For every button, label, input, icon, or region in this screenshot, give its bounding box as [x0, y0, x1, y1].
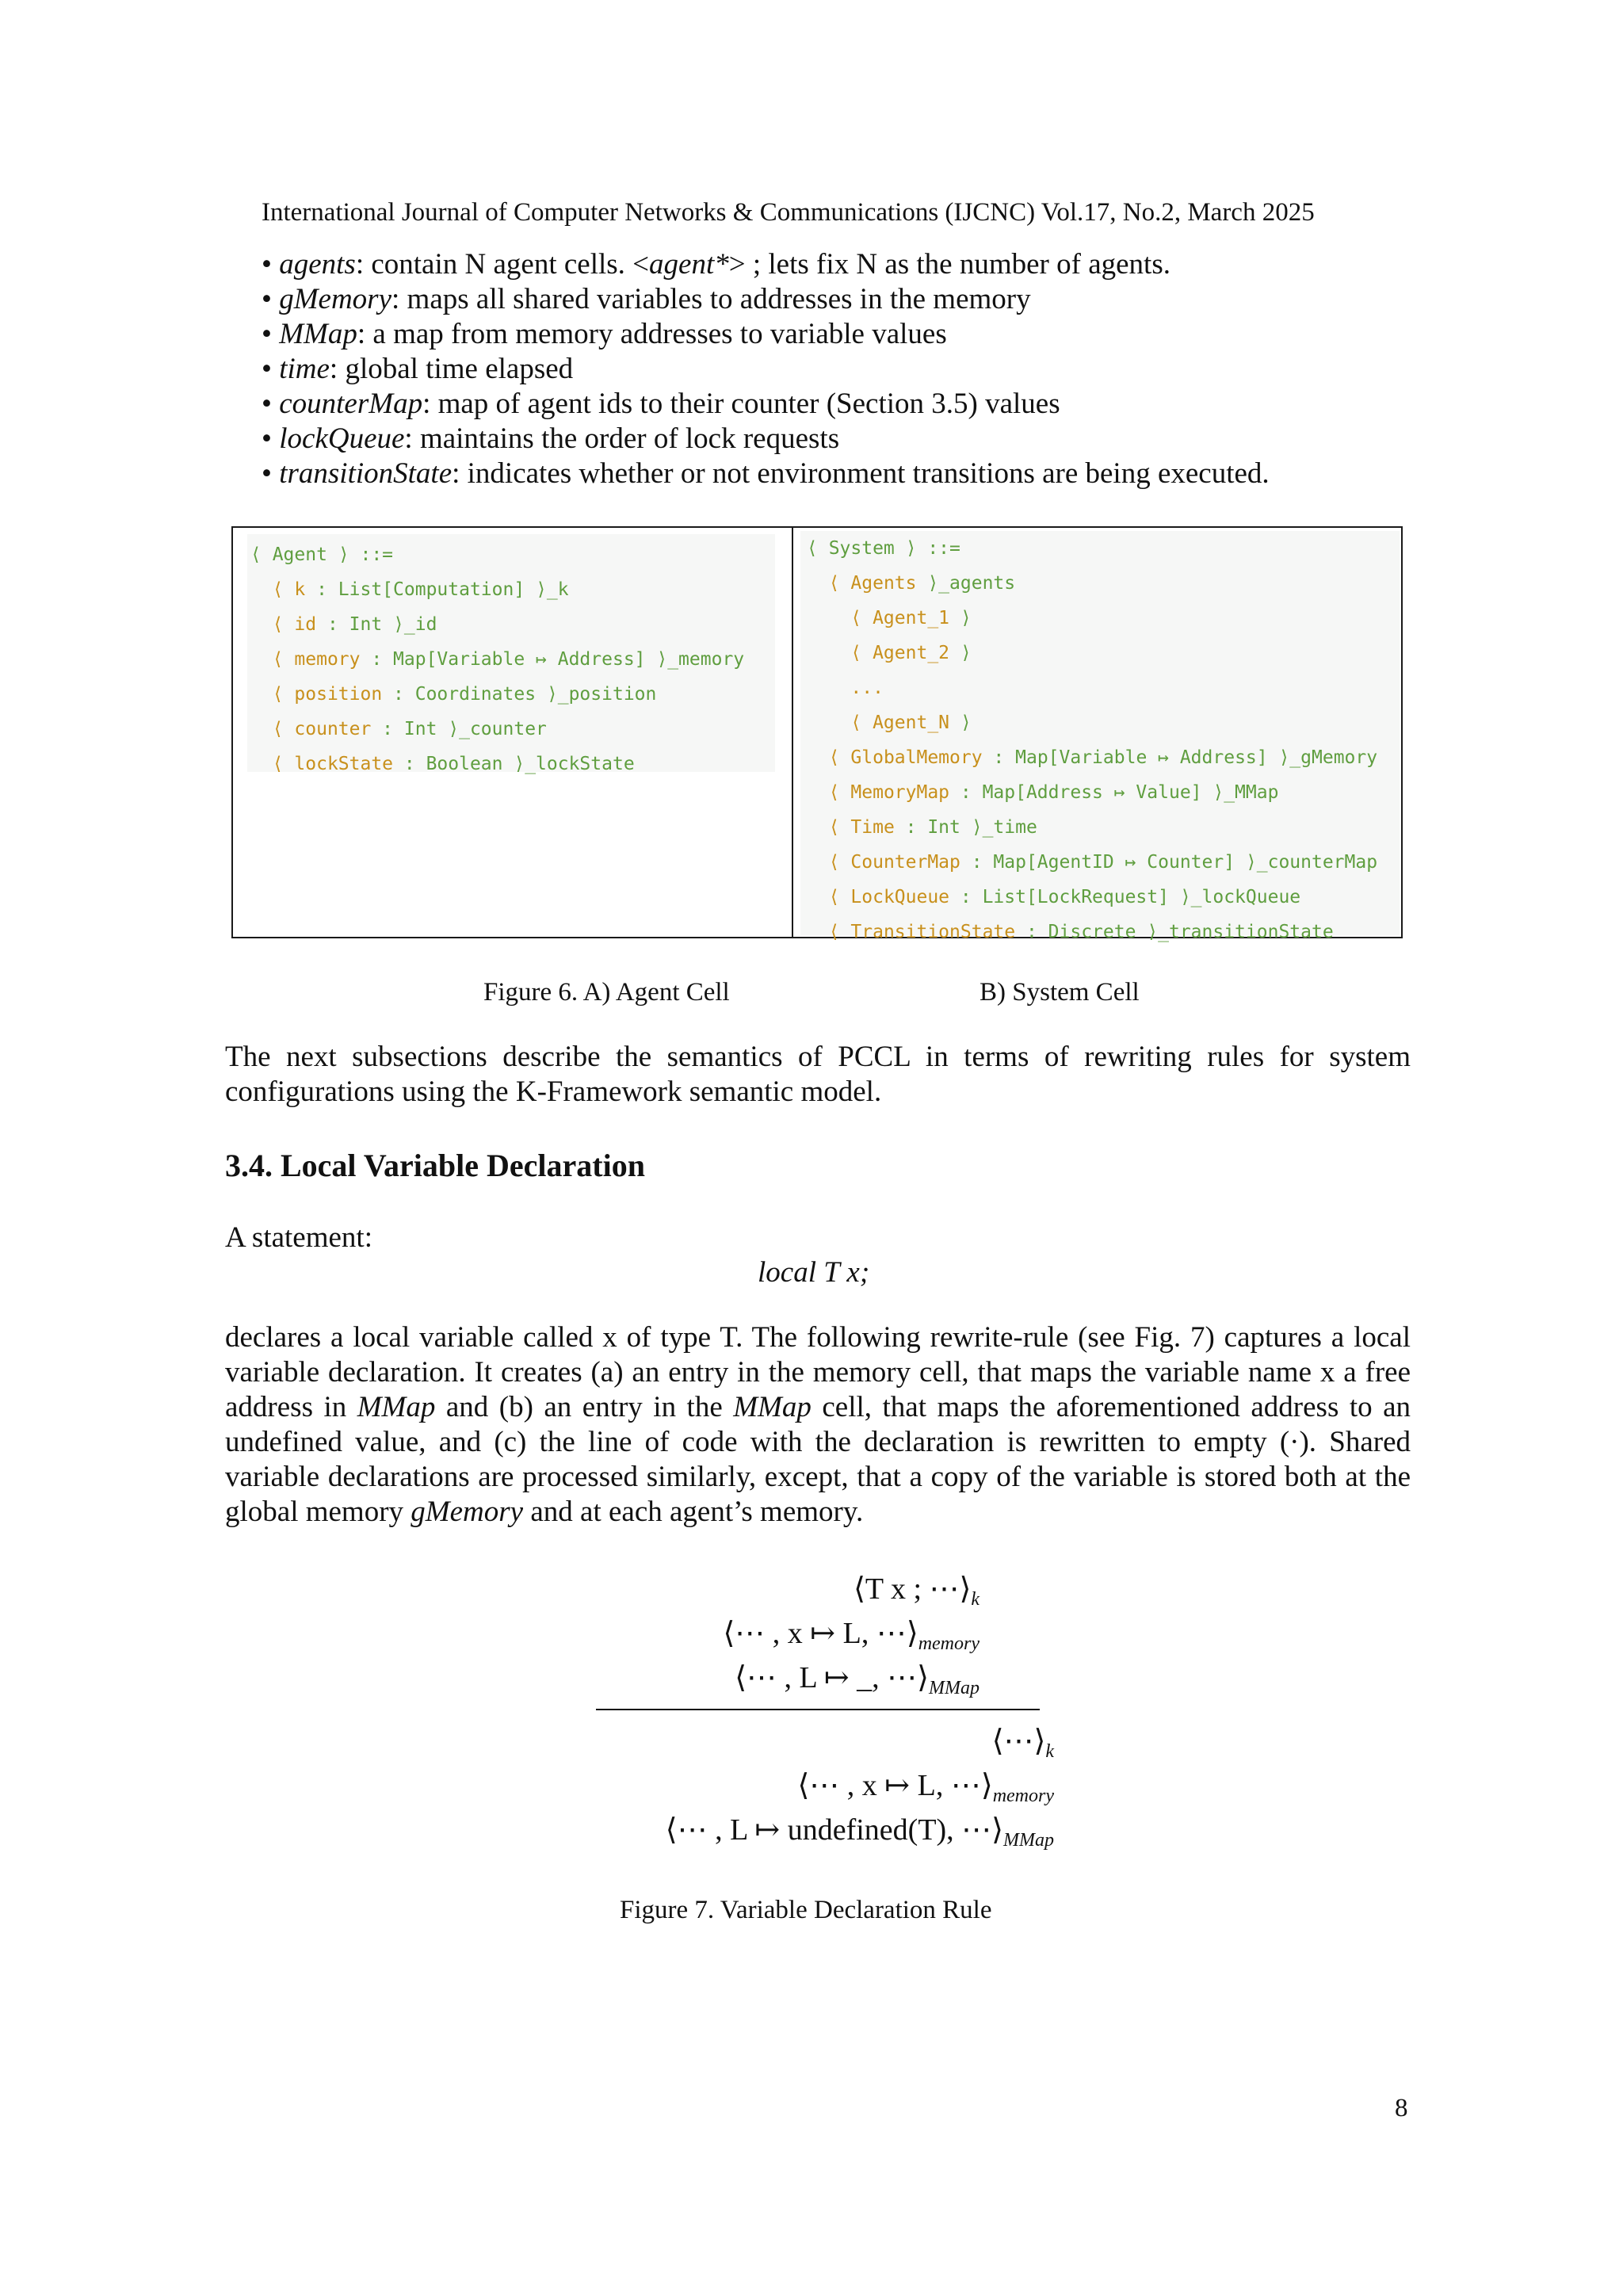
code-indent [807, 573, 829, 594]
page-number: 8 [1395, 2094, 1408, 2122]
agent-code-line [250, 712, 775, 747]
code-cell-type: : List[Computation] ⟩_k [305, 579, 569, 600]
agent-code-line [250, 747, 775, 781]
bullet-term: gMemory [279, 283, 392, 315]
code-cell-name: ... [850, 678, 884, 698]
bullet-item [262, 352, 1450, 387]
rule-conclusion-memory: ⟨⋯ , x ↦ L, $\cdots⟩_{memory}$ [797, 1769, 1054, 1806]
paragraph-semantics-intro: The next subsections describe the semantics of PCCL in terms of rewriting rules for system configurations using the K-Framework semantic model. [225, 1041, 1411, 1108]
bullet-item [262, 422, 1450, 457]
bullet-item [262, 457, 1450, 491]
code-cell-type: : Map[Variable ↦ Address] ⟩_memory [360, 649, 745, 670]
code-indent [807, 782, 829, 803]
code-cell-name: ⟨ System ⟩ ::= [807, 538, 960, 559]
paragraph-declaration-rule [225, 1320, 1411, 1530]
code-cell-name: ⟨ Time [828, 817, 895, 838]
code-cell-name: ⟨ GlobalMemory [828, 747, 983, 768]
bullet-text: : a map from memory addresses to variable values [357, 318, 947, 350]
statement-label: A statement: [225, 1221, 372, 1254]
bullet-text: : maintains the order of lock requests [404, 422, 840, 455]
variable-declaration-rule [555, 1569, 1054, 1855]
agent-cell-code [247, 534, 775, 781]
code-cell-type: ⟩_agents [916, 573, 1016, 594]
code-indent [807, 712, 850, 733]
rule-premise-memory: ⟨⋯ , x ↦ L, $\cdots⟩_{memory}$ [723, 1617, 980, 1654]
system-code-line [807, 740, 1400, 775]
code-cell-name: ⟨ CounterMap [828, 852, 960, 873]
bullet-text: : maps all shared variables to addresses in the memory [391, 283, 1031, 315]
bullet-item [262, 317, 1450, 352]
figure-6-divider [792, 528, 793, 937]
code-indent [807, 608, 850, 628]
code-indent [807, 922, 829, 942]
system-code-line [807, 531, 1400, 566]
bullet-text: : indicates whether or not environment transitions are being executed. [452, 457, 1270, 490]
bullet-text: : contain N agent cells. < [355, 248, 650, 281]
bullet-marker: • [262, 388, 280, 420]
rule-inference-bar [596, 1709, 1040, 1710]
code-cell-type: : Map[Variable ↦ Address] ⟩_gMemory [982, 747, 1378, 768]
rule-conclusion-mmap: ⟨⋯ , L ↦ undefined(T), $\cdots⟩_{MMap}$ [665, 1813, 1054, 1851]
code-cell-name: ⟨ id [272, 614, 317, 635]
system-code-line [807, 636, 1400, 670]
system-code-line [807, 670, 1400, 705]
bullet-term-inline: agent* [649, 248, 729, 281]
bullet-term: counterMap [279, 388, 423, 420]
figure-6-caption-a: Figure 6. A) Agent Cell [483, 978, 730, 1007]
agent-code-line [250, 572, 775, 607]
code-indent [807, 747, 829, 768]
para2-italic-mmap-2: MMap [733, 1391, 812, 1423]
code-cell-name: ⟨ MemoryMap [828, 782, 950, 803]
bullet-term: agents [279, 248, 356, 281]
code-indent [250, 649, 273, 670]
code-cell-type: : Boolean ⟩_lockState [393, 754, 635, 774]
code-cell-type: : Map[AgentID ↦ Counter] ⟩_counterMap [960, 852, 1378, 873]
bullet-term: MMap [279, 318, 357, 350]
bullet-marker: • [262, 422, 280, 455]
bullet-marker: • [262, 318, 280, 350]
code-cell-name: ⟨ counter [272, 719, 372, 739]
system-code-line [807, 810, 1400, 845]
agent-code-line [250, 677, 775, 712]
para2-text-3: cell, that maps the aforementioned address to an undefined value, and (c) the line of code with the declaration is rewritten to empty (·). Shared variable declarations are processed similarly, except, that a copy of the variable is stored both at the global memory [225, 1391, 1411, 1528]
bullet-text-tail: > ; lets fix N as the number of agents. [728, 248, 1170, 281]
code-indent [807, 678, 850, 698]
bullet-text: : map of agent ids to their counter (Section 3.5) values [422, 388, 1060, 420]
code-cell-type: ⟩ [949, 643, 972, 663]
code-indent [807, 643, 850, 663]
system-code-line [807, 566, 1400, 601]
code-indent [250, 614, 273, 635]
agent-code-line [250, 537, 775, 572]
system-cell-panel [800, 531, 1400, 942]
system-code-line [807, 915, 1400, 949]
rule-conclusion-k: $⟨\cdots⟩_k$ [991, 1725, 1054, 1762]
code-indent [250, 684, 273, 705]
bullet-term: lockQueue [279, 422, 405, 455]
code-cell-type: : Map[Address ↦ Value] ⟩_MMap [949, 782, 1279, 803]
para2-italic-gmemory: gMemory [411, 1496, 524, 1528]
code-cell-name: ⟨ LockQueue [828, 887, 950, 907]
cell-descriptions-list [262, 247, 1450, 491]
system-code-line [807, 705, 1400, 740]
agent-code-line [250, 642, 775, 677]
code-cell-type: : Discrete ⟩_transitionState [1015, 922, 1334, 942]
figure-7-caption: Figure 7. Variable Declaration Rule [620, 1896, 992, 1924]
code-indent [250, 579, 273, 600]
system-code-line [807, 601, 1400, 636]
code-cell-name: ⟨ TransitionState [828, 922, 1016, 942]
section-number: 3.4. [225, 1148, 273, 1183]
code-cell-name: ⟨ Agent ⟩ ::= [250, 544, 394, 565]
bullet-marker: • [262, 248, 280, 281]
agent-code-line [250, 607, 775, 642]
system-code-line [807, 880, 1400, 915]
agent-cell-panel [247, 534, 775, 772]
code-cell-name: ⟨ Agent_1 [850, 608, 950, 628]
code-cell-type: : List[LockRequest] ⟩_lockQueue [949, 887, 1301, 907]
code-cell-type: : Int ⟩_counter [371, 719, 547, 739]
code-cell-name: ⟨ position [272, 684, 383, 705]
code-indent [807, 852, 829, 873]
code-cell-name: ⟨ memory [272, 649, 361, 670]
code-cell-type: ⟩ [949, 712, 972, 733]
code-cell-type: : Int ⟩_time [894, 817, 1037, 838]
figure-6-caption-b: B) System Cell [980, 978, 1140, 1007]
code-cell-name: ⟨ Agents [828, 573, 917, 594]
journal-header: International Journal of Computer Networks & Communications (IJCNC) Vol.17, No.2, March 2025 [262, 198, 1315, 227]
code-indent [807, 887, 829, 907]
statement-code: local T x; [758, 1256, 870, 1289]
bullet-text: : global time elapsed [329, 353, 574, 385]
section-heading [225, 1146, 645, 1186]
bullet-term: time [279, 353, 330, 385]
para2-text-1: declares a local variable called x of type T. The following rewrite-rule (see Fig. 7) captures a local variable declaration. It creates (a) an entry in the memory cell, that maps the variable name x a free address in [225, 1321, 1411, 1423]
system-cell-code [800, 531, 1400, 949]
bullet-marker: • [262, 283, 280, 315]
bullet-marker: • [262, 457, 280, 490]
code-cell-name: ⟨ k [272, 579, 306, 600]
bullet-item [262, 247, 1450, 282]
system-code-line [807, 845, 1400, 880]
rule-premise-mmap: ⟨⋯ , L ↦ _, $\cdots⟩_{MMap}$ [735, 1661, 980, 1698]
code-cell-type: : Coordinates ⟩_position [382, 684, 657, 705]
code-cell-name: ⟨ Agent_N [850, 712, 950, 733]
bullet-term: transitionState [279, 457, 453, 490]
bullet-marker: • [262, 353, 280, 385]
figure-6-box [231, 526, 1403, 942]
code-cell-name: ⟨ Agent_2 [850, 643, 950, 663]
section-title: Local Variable Declaration [281, 1148, 645, 1183]
code-indent [250, 754, 273, 774]
para2-text-4: and at each agent’s memory. [523, 1496, 864, 1528]
system-code-line [807, 775, 1400, 810]
bullet-item [262, 282, 1450, 317]
rule-premise-k: ⟨T x ; $\cdots⟩_k$ [854, 1572, 980, 1610]
code-cell-name: ⟨ lockState [272, 754, 394, 774]
code-cell-type: : Int ⟩_id [316, 614, 437, 635]
code-cell-type: ⟩ [949, 608, 972, 628]
code-indent [250, 719, 273, 739]
para2-italic-mmap-1: MMap [357, 1391, 436, 1423]
bullet-item [262, 387, 1450, 422]
code-indent [807, 817, 829, 838]
para2-text-2: and (b) an entry in the [435, 1391, 734, 1423]
